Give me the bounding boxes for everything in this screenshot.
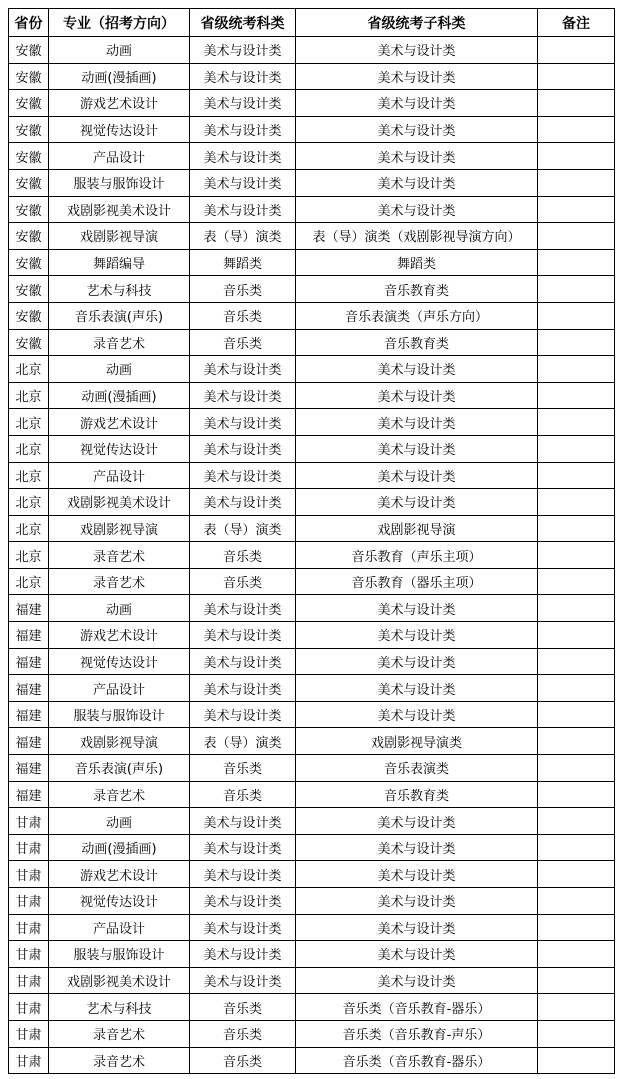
cell-province: 北京	[9, 435, 49, 462]
cell-major: 戏剧影视导演	[49, 223, 190, 250]
table-row	[9, 781, 615, 808]
cell-exam-subcategory: 美术与设计类	[296, 196, 538, 223]
cell-province: 安徽	[9, 116, 49, 143]
table-row	[9, 1047, 615, 1074]
table-row	[9, 196, 615, 223]
cell-province: 安徽	[9, 63, 49, 90]
cell-exam-subcategory: 音乐教育（器乐主项）	[296, 568, 538, 595]
cell-exam-subcategory: 音乐教育类	[296, 329, 538, 356]
cell-exam-subcategory: 美术与设计类	[296, 143, 538, 170]
cell-remarks	[538, 223, 615, 250]
cell-remarks	[538, 755, 615, 782]
cell-exam-category: 美术与设计类	[190, 595, 296, 622]
header-major: 专业（招考方向）	[49, 9, 190, 37]
cell-exam-category: 音乐类	[190, 568, 296, 595]
cell-remarks	[538, 728, 615, 755]
cell-province: 福建	[9, 755, 49, 782]
cell-exam-category: 音乐类	[190, 542, 296, 569]
table-row	[9, 169, 615, 196]
cell-exam-subcategory: 美术与设计类	[296, 834, 538, 861]
table-row	[9, 515, 615, 542]
cell-exam-subcategory: 音乐教育（声乐主项）	[296, 542, 538, 569]
cell-major: 录音艺术	[49, 568, 190, 595]
cell-exam-subcategory: 音乐教育类	[296, 781, 538, 808]
table-row	[9, 994, 615, 1021]
table-row	[9, 462, 615, 489]
cell-exam-subcategory: 音乐表演类	[296, 755, 538, 782]
cell-exam-category: 美术与设计类	[190, 409, 296, 436]
table-row	[9, 568, 615, 595]
cell-major: 戏剧影视导演	[49, 515, 190, 542]
cell-remarks	[538, 90, 615, 117]
cell-remarks	[538, 1020, 615, 1047]
cell-major: 游戏艺术设计	[49, 90, 190, 117]
header-province: 省份	[9, 9, 49, 37]
cell-remarks	[538, 861, 615, 888]
cell-major: 戏剧影视导演	[49, 728, 190, 755]
cell-remarks	[538, 967, 615, 994]
cell-remarks	[538, 356, 615, 383]
cell-exam-subcategory: 美术与设计类	[296, 409, 538, 436]
cell-exam-category: 音乐类	[190, 302, 296, 329]
cell-exam-category: 美术与设计类	[190, 116, 296, 143]
cell-exam-subcategory: 戏剧影视导演类	[296, 728, 538, 755]
cell-province: 福建	[9, 728, 49, 755]
table-row	[9, 728, 615, 755]
cell-remarks	[538, 302, 615, 329]
table-row	[9, 1020, 615, 1047]
cell-remarks	[538, 489, 615, 516]
cell-major: 动画(漫插画)	[49, 382, 190, 409]
cell-exam-category: 舞蹈类	[190, 249, 296, 276]
cell-province: 甘肃	[9, 808, 49, 835]
cell-province: 安徽	[9, 37, 49, 64]
cell-exam-subcategory: 音乐类（音乐教育-声乐）	[296, 1020, 538, 1047]
cell-major: 舞蹈编导	[49, 249, 190, 276]
cell-exam-category: 美术与设计类	[190, 888, 296, 915]
cell-province: 安徽	[9, 249, 49, 276]
cell-exam-subcategory: 舞蹈类	[296, 249, 538, 276]
cell-exam-subcategory: 美术与设计类	[296, 382, 538, 409]
header-exam-subcategory: 省级统考子科类	[296, 9, 538, 37]
cell-remarks	[538, 622, 615, 649]
cell-exam-category: 美术与设计类	[190, 941, 296, 968]
cell-remarks	[538, 37, 615, 64]
cell-remarks	[538, 169, 615, 196]
cell-exam-subcategory: 音乐教育类	[296, 276, 538, 303]
cell-remarks	[538, 834, 615, 861]
cell-province: 安徽	[9, 90, 49, 117]
cell-exam-subcategory: 美术与设计类	[296, 622, 538, 649]
cell-major: 录音艺术	[49, 1020, 190, 1047]
cell-major: 动画	[49, 595, 190, 622]
cell-exam-subcategory: 美术与设计类	[296, 489, 538, 516]
cell-major: 游戏艺术设计	[49, 622, 190, 649]
cell-province: 北京	[9, 489, 49, 516]
cell-province: 福建	[9, 675, 49, 702]
cell-province: 北京	[9, 542, 49, 569]
cell-major: 艺术与科技	[49, 276, 190, 303]
cell-major: 服装与服饰设计	[49, 701, 190, 728]
cell-exam-subcategory: 美术与设计类	[296, 356, 538, 383]
header-row	[9, 9, 615, 37]
cell-remarks	[538, 409, 615, 436]
cell-province: 北京	[9, 382, 49, 409]
cell-major: 录音艺术	[49, 781, 190, 808]
cell-major: 音乐表演(声乐)	[49, 755, 190, 782]
cell-exam-subcategory: 美术与设计类	[296, 967, 538, 994]
cell-remarks	[538, 143, 615, 170]
cell-remarks	[538, 515, 615, 542]
table-row	[9, 329, 615, 356]
cell-remarks	[538, 994, 615, 1021]
cell-province: 甘肃	[9, 967, 49, 994]
cell-province: 安徽	[9, 196, 49, 223]
table-row	[9, 435, 615, 462]
cell-exam-category: 美术与设计类	[190, 382, 296, 409]
cell-province: 北京	[9, 515, 49, 542]
cell-province: 安徽	[9, 302, 49, 329]
cell-major: 游戏艺术设计	[49, 409, 190, 436]
table-row	[9, 595, 615, 622]
admissions-table	[8, 8, 615, 1074]
table-row	[9, 37, 615, 64]
cell-remarks	[538, 914, 615, 941]
cell-exam-category: 美术与设计类	[190, 861, 296, 888]
cell-province: 安徽	[9, 329, 49, 356]
table-row	[9, 648, 615, 675]
cell-remarks	[538, 435, 615, 462]
cell-exam-subcategory: 美术与设计类	[296, 116, 538, 143]
cell-exam-category: 美术与设计类	[190, 622, 296, 649]
cell-major: 录音艺术	[49, 329, 190, 356]
cell-remarks	[538, 382, 615, 409]
cell-exam-subcategory: 戏剧影视导演	[296, 515, 538, 542]
table-row	[9, 622, 615, 649]
cell-province: 福建	[9, 648, 49, 675]
cell-remarks	[538, 941, 615, 968]
cell-major: 录音艺术	[49, 542, 190, 569]
cell-province: 北京	[9, 568, 49, 595]
table-row	[9, 941, 615, 968]
cell-exam-category: 表（导）演类	[190, 728, 296, 755]
table-row	[9, 888, 615, 915]
cell-province: 安徽	[9, 143, 49, 170]
cell-exam-category: 美术与设计类	[190, 63, 296, 90]
header-remarks: 备注	[538, 9, 615, 37]
cell-exam-subcategory: 美术与设计类	[296, 648, 538, 675]
cell-major: 艺术与科技	[49, 994, 190, 1021]
cell-exam-category: 美术与设计类	[190, 648, 296, 675]
cell-major: 视觉传达设计	[49, 116, 190, 143]
cell-exam-category: 美术与设计类	[190, 489, 296, 516]
table-row	[9, 356, 615, 383]
cell-province: 甘肃	[9, 994, 49, 1021]
cell-exam-category: 美术与设计类	[190, 435, 296, 462]
cell-exam-subcategory: 美术与设计类	[296, 941, 538, 968]
table-row	[9, 914, 615, 941]
cell-exam-category: 音乐类	[190, 994, 296, 1021]
cell-exam-category: 美术与设计类	[190, 808, 296, 835]
cell-exam-subcategory: 美术与设计类	[296, 914, 538, 941]
cell-remarks	[538, 595, 615, 622]
cell-exam-subcategory: 美术与设计类	[296, 90, 538, 117]
table-row	[9, 249, 615, 276]
cell-remarks	[538, 648, 615, 675]
table-row	[9, 542, 615, 569]
table-row	[9, 90, 615, 117]
cell-major: 戏剧影视美术设计	[49, 489, 190, 516]
cell-province: 福建	[9, 701, 49, 728]
cell-major: 游戏艺术设计	[49, 861, 190, 888]
cell-exam-category: 音乐类	[190, 329, 296, 356]
cell-exam-subcategory: 表（导）演类（戏剧影视导演方向）	[296, 223, 538, 250]
cell-exam-subcategory: 美术与设计类	[296, 808, 538, 835]
cell-remarks	[538, 196, 615, 223]
cell-exam-category: 美术与设计类	[190, 356, 296, 383]
table-row	[9, 701, 615, 728]
cell-province: 甘肃	[9, 1047, 49, 1074]
cell-province: 甘肃	[9, 941, 49, 968]
cell-major: 视觉传达设计	[49, 435, 190, 462]
cell-major: 动画	[49, 37, 190, 64]
cell-exam-category: 音乐类	[190, 1020, 296, 1047]
cell-exam-category: 美术与设计类	[190, 90, 296, 117]
cell-remarks	[538, 329, 615, 356]
cell-major: 产品设计	[49, 462, 190, 489]
cell-province: 北京	[9, 462, 49, 489]
cell-remarks	[538, 276, 615, 303]
table-row	[9, 808, 615, 835]
cell-remarks	[538, 888, 615, 915]
table-row	[9, 675, 615, 702]
cell-major: 动画	[49, 808, 190, 835]
cell-province: 福建	[9, 595, 49, 622]
table-row	[9, 223, 615, 250]
cell-exam-category: 美术与设计类	[190, 143, 296, 170]
cell-exam-subcategory: 美术与设计类	[296, 888, 538, 915]
table-row	[9, 116, 615, 143]
cell-exam-subcategory: 美术与设计类	[296, 169, 538, 196]
cell-remarks	[538, 249, 615, 276]
cell-exam-category: 美术与设计类	[190, 196, 296, 223]
cell-province: 甘肃	[9, 914, 49, 941]
table-row	[9, 143, 615, 170]
cell-province: 安徽	[9, 169, 49, 196]
cell-exam-category: 美术与设计类	[190, 914, 296, 941]
cell-major: 戏剧影视美术设计	[49, 196, 190, 223]
cell-province: 北京	[9, 356, 49, 383]
cell-remarks	[538, 701, 615, 728]
cell-major: 服装与服饰设计	[49, 941, 190, 968]
cell-exam-category: 美术与设计类	[190, 967, 296, 994]
cell-exam-category: 美术与设计类	[190, 701, 296, 728]
cell-remarks	[538, 1047, 615, 1074]
cell-major: 视觉传达设计	[49, 648, 190, 675]
cell-major: 录音艺术	[49, 1047, 190, 1074]
cell-province: 甘肃	[9, 861, 49, 888]
cell-province: 甘肃	[9, 888, 49, 915]
cell-exam-subcategory: 音乐表演类（声乐方向）	[296, 302, 538, 329]
cell-remarks	[538, 462, 615, 489]
cell-exam-subcategory: 美术与设计类	[296, 861, 538, 888]
cell-exam-category: 表（导）演类	[190, 515, 296, 542]
cell-major: 视觉传达设计	[49, 888, 190, 915]
cell-exam-subcategory: 美术与设计类	[296, 435, 538, 462]
table-row	[9, 861, 615, 888]
cell-province: 甘肃	[9, 1020, 49, 1047]
table-row	[9, 489, 615, 516]
cell-remarks	[538, 63, 615, 90]
cell-major: 戏剧影视美术设计	[49, 967, 190, 994]
cell-exam-subcategory: 美术与设计类	[296, 63, 538, 90]
cell-province: 北京	[9, 409, 49, 436]
cell-exam-category: 音乐类	[190, 276, 296, 303]
cell-province: 福建	[9, 781, 49, 808]
cell-exam-subcategory: 美术与设计类	[296, 595, 538, 622]
cell-exam-subcategory: 音乐类（音乐教育-器乐）	[296, 1047, 538, 1074]
cell-exam-category: 音乐类	[190, 1047, 296, 1074]
table-row	[9, 834, 615, 861]
cell-remarks	[538, 568, 615, 595]
cell-exam-category: 美术与设计类	[190, 834, 296, 861]
cell-major: 动画(漫插画)	[49, 834, 190, 861]
table-row	[9, 755, 615, 782]
cell-major: 动画(漫插画)	[49, 63, 190, 90]
cell-exam-category: 表（导）演类	[190, 223, 296, 250]
table-body	[9, 37, 615, 1074]
cell-major: 产品设计	[49, 675, 190, 702]
cell-major: 动画	[49, 356, 190, 383]
cell-remarks	[538, 808, 615, 835]
cell-major: 音乐表演(声乐)	[49, 302, 190, 329]
cell-exam-subcategory: 美术与设计类	[296, 462, 538, 489]
cell-province: 福建	[9, 622, 49, 649]
header-exam-category: 省级统考科类	[190, 9, 296, 37]
cell-exam-subcategory: 美术与设计类	[296, 675, 538, 702]
table-row	[9, 276, 615, 303]
cell-province: 安徽	[9, 276, 49, 303]
cell-exam-subcategory: 美术与设计类	[296, 37, 538, 64]
cell-remarks	[538, 542, 615, 569]
cell-remarks	[538, 116, 615, 143]
cell-major: 服装与服饰设计	[49, 169, 190, 196]
cell-province: 甘肃	[9, 834, 49, 861]
cell-exam-category: 美术与设计类	[190, 462, 296, 489]
cell-exam-subcategory: 美术与设计类	[296, 701, 538, 728]
cell-exam-category: 美术与设计类	[190, 37, 296, 64]
table-row	[9, 382, 615, 409]
table-row	[9, 967, 615, 994]
cell-exam-subcategory: 音乐类（音乐教育-器乐）	[296, 994, 538, 1021]
cell-exam-category: 美术与设计类	[190, 169, 296, 196]
table-row	[9, 63, 615, 90]
cell-exam-category: 音乐类	[190, 781, 296, 808]
cell-major: 产品设计	[49, 143, 190, 170]
table-row	[9, 409, 615, 436]
cell-major: 产品设计	[49, 914, 190, 941]
cell-exam-category: 音乐类	[190, 755, 296, 782]
cell-remarks	[538, 781, 615, 808]
cell-province: 安徽	[9, 223, 49, 250]
cell-exam-category: 美术与设计类	[190, 675, 296, 702]
cell-remarks	[538, 675, 615, 702]
table-row	[9, 302, 615, 329]
